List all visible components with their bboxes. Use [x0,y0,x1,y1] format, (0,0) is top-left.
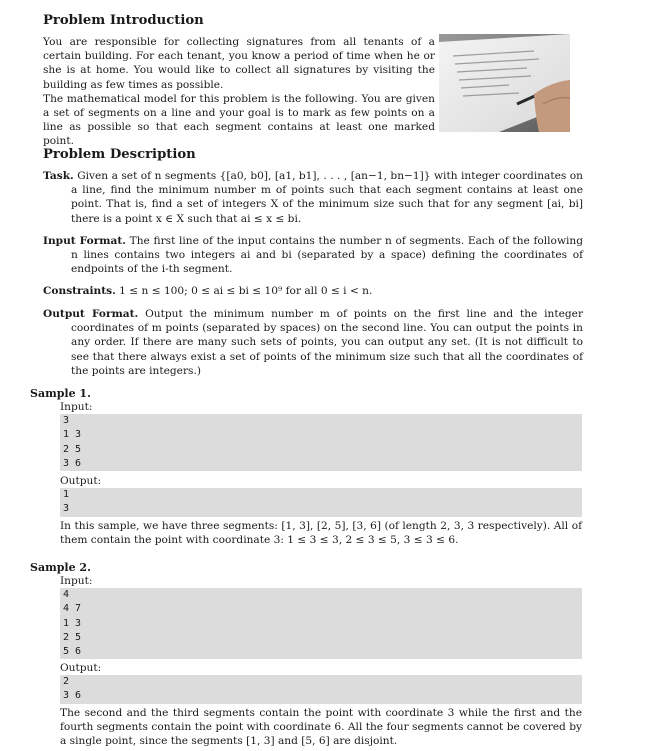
code-line: 2 [63,676,70,687]
input-format-text: The first line of the input contains the number n of segments. Each of the following n lines contains two integers ai and bi (separated by a space) defining the coordinates of endpoints of the i-th segment. [71,235,583,276]
sample-1-output-label: Output: [60,475,102,487]
sample-1-input-label: Input: [60,401,93,413]
sample-1-output-box [60,488,582,517]
intro-heading: Problem Introduction [43,13,204,28]
code-line: 3 6 [63,690,82,702]
sample-1-title: Sample 1. [30,387,91,400]
input-format-block [43,234,583,277]
code-line: 2 5 [63,631,82,643]
code-line: 1 3 [63,429,82,441]
code-line: 5 6 [63,646,82,658]
constraints-text: 1 ≤ n ≤ 100; 0 ≤ ai ≤ bi ≤ 10⁹ for all 0 ≤ i < n. [119,285,373,297]
task-label: Task. [43,170,74,182]
description-heading: Problem Description [43,147,196,162]
sample-2-input-label: Input: [60,575,93,587]
code-line: 2 5 [63,443,82,455]
task-block [43,169,583,226]
sample-1-input-box [60,414,582,471]
sample-2-title: Sample 2. [30,561,91,574]
code-line: 3 [63,503,70,515]
intro-paragraph-2: The mathematical model for this problem is the following. You are given a set of segments on a line and your goal is to mark as few points on a line as possible so that each segment contains at least one marked point. [43,92,435,148]
sample-2-output-label: Output: [60,662,102,674]
code-line: 3 6 [63,457,82,469]
output-format-text: Output the minimum number m of points on the first line and the integer coordinates of m points (separated by spaces) on the second line. You can output the points in any order. If there are many such sets of points, you can output any set. (It is not difficult to see that there always exist a set of points of the minimum size such that all the coordinates of the points are integers.) [71,308,584,377]
sample-2-explanation: The second and the third segments contain the point with coordinate 3 while the first and the fourth segments contain the point with coordinate 6. All the four segments cannot be covered by a single point, since the segments [1, 3] and [5, 6] are disjoint. [60,707,582,748]
code-line: 3 [63,415,70,426]
code-line: 4 7 [63,603,82,615]
code-line: 4 [63,589,70,600]
code-line: 1 3 [63,617,82,629]
intro-paragraph-1: You are responsible for collecting signatures from all tenants of a certain building. For each tenant, you know a period of time when he or she is at home. You would like to collect all signatures by visiting the building as few times as possible. [43,36,435,91]
constraints-block [43,284,583,298]
signing-photo-image [439,34,570,132]
sample-2-input-box [60,588,582,659]
output-format-block [43,307,583,378]
code-line: 1 [63,489,70,500]
input-format-label: Input Format. [43,235,126,247]
signing-photo [439,34,570,132]
sample-1-explanation: In this sample, we have three segments: [1, 3], [2, 5], [3, 6] (of length 2, 3, 3 respectively). All of them contain the point with coordinate 3: 1 ≤ 3 ≤ 3, 2 ≤ 3 ≤ 5, 3 ≤ 3 ≤ 6. [60,520,582,547]
sample-2-output-box [60,675,582,704]
constraints-label: Constraints. [43,285,116,297]
intro-text [43,35,435,149]
output-format-label: Output Format. [43,308,139,320]
task-text: Given a set of n segments {[a0, b0], [a1, b1], . . . , [an−1, bn−1]} with integer coordinates on a line, find the minimum number m of points such that each segment contains at least one point. That is, find a set of integers X of the minimum size such that for any segment [ai, bi] there is a point x ∈ X such that ai ≤ x ≤ bi. [71,170,583,225]
